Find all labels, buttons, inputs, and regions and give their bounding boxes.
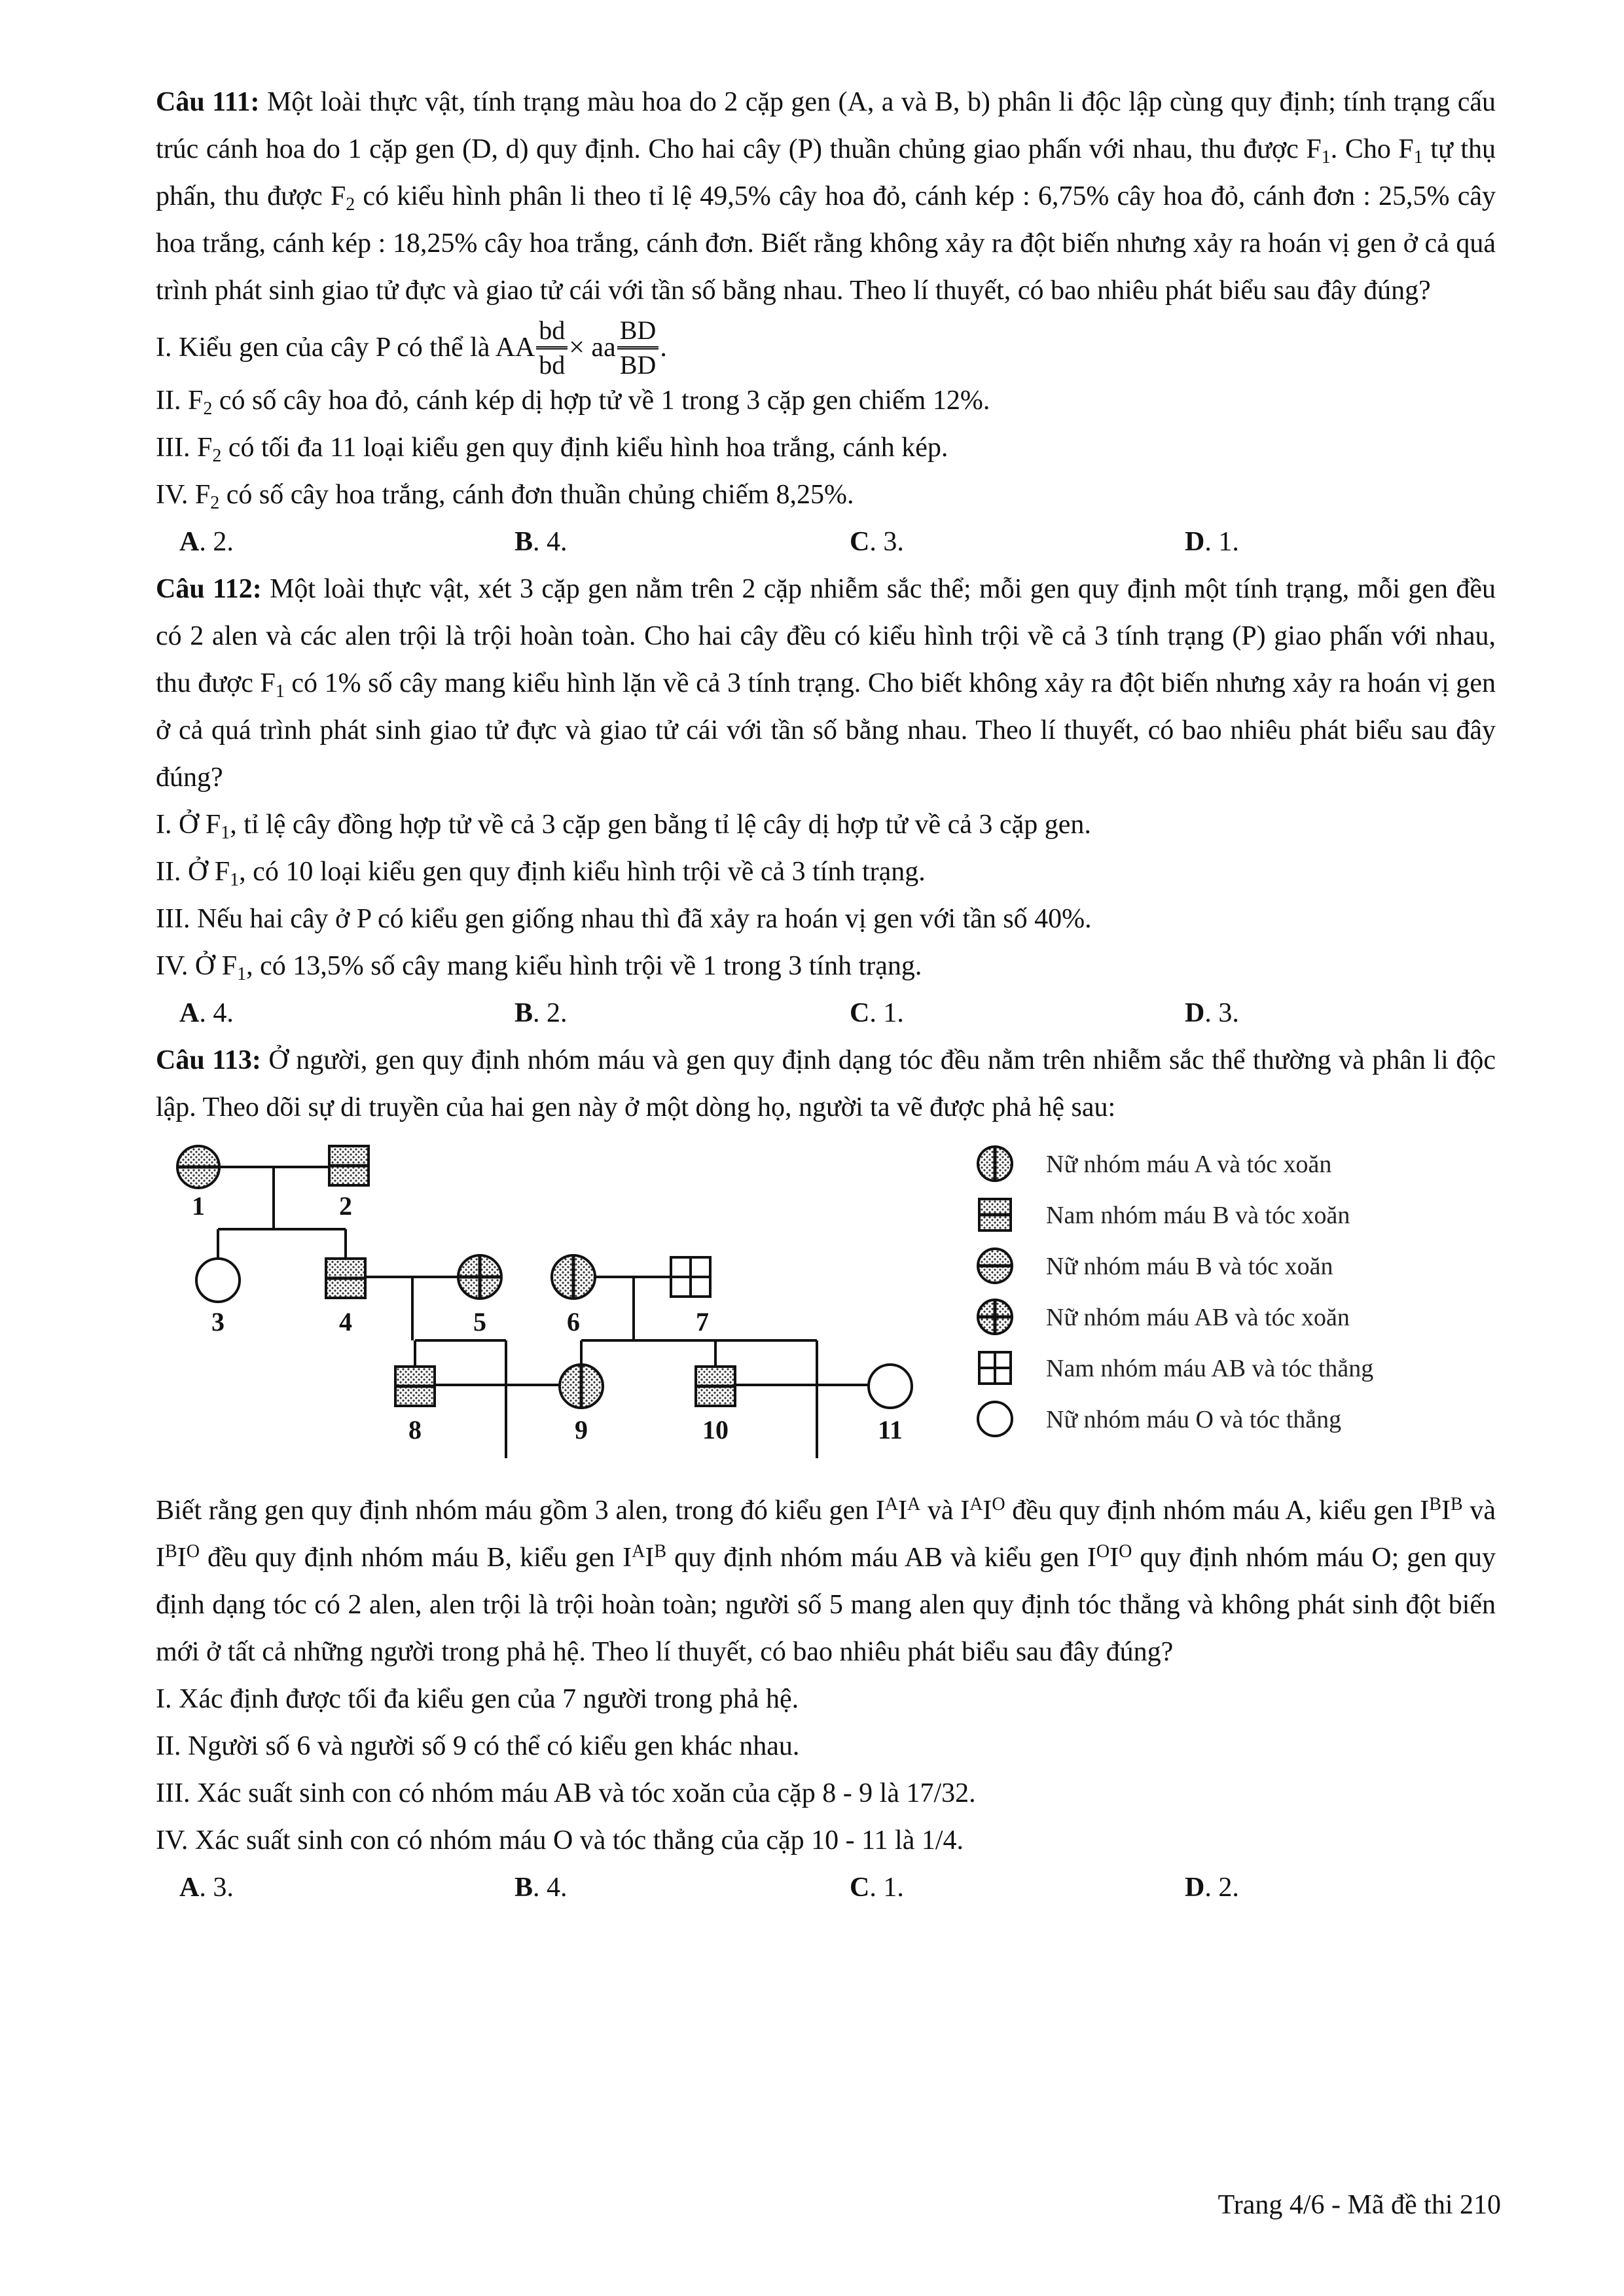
pedigree-id-label: 4: [339, 1307, 352, 1336]
pedigree-id-label: 8: [408, 1415, 422, 1444]
individual-1: [177, 1146, 219, 1188]
individual-5: [458, 1255, 501, 1299]
legend-label: Nữ nhóm máu O và tóc thẳng: [1046, 1406, 1342, 1433]
q113-statement-4: IV. Xác suất sinh con có nhóm máu O và tóc thẳng của cặp 10 - 11 là 1/4.: [156, 1825, 964, 1856]
exam-page: [156, 79, 1496, 1911]
q112-statement-3: III. Nếu hai cây ở P có kiểu gen giống nhau thì đã xảy ra hoán vị gen với tần số 40%.: [156, 904, 1092, 934]
q112-stem: Câu 112: Một loài thực vật, xét 3 cặp gen nằm trên 2 cặp nhiễm sắc thể; mỗi gen quy định một tính trạng, mỗi gen đều có 2 alen và các alen trội là trội hoàn toàn. Cho hai cây đều có kiểu hình trội về cả 3 tính trạng (P) giao phấn với nhau, thu được $F_1$ có 1% số cây mang kiểu hình lặn về cả 3 tính trạng. Cho biết không xảy ra đột biến nhưng xảy ra hoán vị gen ở cả quá trình phát sinh giao tử đực và giao tử cái với tần số bằng nhau. Theo lí thuyết, có bao nhiêu phát biểu sau đây đúng?: [156, 574, 1496, 793]
page-footer: Trang 4/6 - Mã đề thi 210: [1218, 2190, 1501, 2220]
q113-statement-3: III. Xác suất sinh con có nhóm máu AB và tóc xoăn của cặp 8 - 9 là 17/32.: [156, 1778, 976, 1808]
q113-option-d[interactable]: D. 2.: [1185, 1873, 1239, 1903]
legend-label: Nữ nhóm máu AB và tóc xoăn: [1046, 1304, 1350, 1331]
q111-statement-2: II. $F_2$ có số cây hoa đỏ, cánh kép dị hợp tử về 1 trong 3 cặp gen chiếm 12%.: [156, 386, 990, 419]
q113-statement-1: I. Xác định được tối đa kiểu gen của 7 người trong phả hệ.: [156, 1684, 799, 1714]
q111-statement-1: I. Kiểu gen của cây P có thể là AA $\frac{bd}{bd}$ × aa $\frac{BD}{BD}$ .: [156, 315, 667, 380]
q111-statement-3: III. $F_2$ có tối đa 11 loại kiểu gen quy định kiểu hình hoa trắng, cánh kép.: [156, 433, 948, 466]
pedigree-id-label: 1: [192, 1191, 205, 1221]
individual-10: [696, 1367, 735, 1406]
q111-stem: Câu 111: Một loài thực vật, tính trạng màu hoa do 2 cặp gen (A, a và B, b) phân li độc lập cùng quy định; tính trạng cấu trúc cánh hoa do 1 cặp gen (D, d) quy định. Cho hai cây (P) thuần chủng giao phấn với nhau, thu được $F_1$. Cho $F_1$ tự thụ phấn, thu được $F_2$ có kiểu hình phân li theo tỉ lệ 49,5% cây hoa đỏ, cánh kép : 6,75% cây hoa đỏ, cánh đơn : 25,5% cây hoa trắng, cánh kép : 18,25% cây hoa trắng, cánh đơn. Biết rằng không xảy ra đột biến nhưng xảy ra hoán vị gen ở cả quá trình phát sinh giao tử đực và giao tử cái với tần số bằng nhau. Theo lí thuyết, có bao nhiêu phát biểu sau đây đúng?: [156, 87, 1496, 306]
q112-label: Câu 112:: [156, 574, 262, 604]
individual-8: [395, 1367, 435, 1406]
pedigree-svg: [156, 1138, 1496, 1478]
q112-statement-2: II. Ở $F_1$, có 10 loại kiểu gen quy định kiểu hình trội về cả 3 tính trạng.: [156, 857, 926, 890]
genotype-fraction: $\frac{BD}{BD}$: [617, 315, 659, 381]
individual-4: [326, 1259, 365, 1298]
q112-option-a[interactable]: A. 4.: [179, 998, 234, 1028]
q112-option-b[interactable]: B. 2.: [514, 998, 568, 1028]
pedigree-id-label: 10: [702, 1415, 729, 1444]
q112-options: [156, 990, 1496, 1037]
q113-option-b[interactable]: B. 4.: [514, 1873, 568, 1903]
q111-options: [156, 518, 1496, 565]
q113-explanation: Biết rằng gen quy định nhóm máu gồm 3 alen, trong đó kiểu gen $I^AI^A$ và $I^AI^O$ đều quy định nhóm máu A, kiểu gen $I^BI^B$ và $I^BI^O$ đều quy định nhóm máu B, kiểu gen $I^AI^B$ quy định nhóm máu AB và kiểu gen $I^OI^O$ quy định nhóm máu O; gen quy định dạng tóc có 2 alen, alen trội là trội hoàn toàn; người số 5 mang alen quy định tóc thẳng và không phát sinh đột biến mới ở tất cả những người trong phả hệ. Theo lí thuyết, có bao nhiêu phát biểu sau đây đúng?: [156, 1494, 1496, 1667]
legend-label: Nữ nhóm máu B và tóc xoăn: [1046, 1253, 1333, 1280]
pedigree-id-label: 5: [473, 1307, 486, 1336]
q112-statement-1: I. Ở $F_1$, tỉ lệ cây đồng hợp tử về cả 3 cặp gen bằng tỉ lệ cây dị hợp tử về cả 3 cặp gen.: [156, 810, 1091, 843]
q111-option-d[interactable]: D. 1.: [1185, 527, 1239, 557]
q113-stem: Câu 113: Ở người, gen quy định nhóm máu và gen quy định dạng tóc đều nằm trên nhiễm sắc thể thường và phân li độc lập. Theo dõi sự di truyền của hai gen này ở một dòng họ, người ta vẽ được phả hệ sau:: [156, 1045, 1496, 1122]
q111-option-c[interactable]: C. 3.: [850, 527, 904, 557]
genotype-fraction: $\frac{bd}{bd}$: [536, 315, 568, 381]
pedigree-legend: [978, 1147, 1012, 1436]
q113-option-c[interactable]: C. 1.: [850, 1873, 904, 1903]
individual-7: [671, 1257, 710, 1297]
individual-2: [329, 1146, 369, 1185]
q112-statement-4: IV. Ở $F_1$, có 13,5% số cây mang kiểu hình trội về 1 trong 3 tính trạng.: [156, 951, 922, 984]
q113-option-a[interactable]: A. 3.: [179, 1873, 234, 1903]
q112-option-d[interactable]: D. 3.: [1185, 998, 1239, 1028]
pedigree-id-label: 2: [339, 1191, 352, 1221]
q113-label: Câu 113:: [156, 1045, 261, 1075]
individual-6: [552, 1255, 595, 1299]
individual-11: [869, 1365, 912, 1408]
q111-label: Câu 111:: [156, 87, 260, 117]
q111-statement-4: IV. $F_2$ có số cây hoa trắng, cánh đơn thuần chủng chiếm 8,25%.: [156, 480, 854, 513]
q113-statement-2: II. Người số 6 và người số 9 có thể có kiểu gen khác nhau.: [156, 1731, 800, 1761]
q111-option-b[interactable]: B. 4.: [514, 527, 568, 557]
pedigree-diagram: [156, 1138, 1496, 1478]
pedigree-id-label: 7: [696, 1307, 709, 1336]
pedigree-id-label: 11: [878, 1415, 903, 1444]
legend-label: Nữ nhóm máu A và tóc xoăn: [1046, 1151, 1332, 1178]
q111-option-a[interactable]: A. 2.: [179, 527, 234, 557]
q112-option-c[interactable]: C. 1.: [850, 998, 904, 1028]
pedigree-id-label: 9: [575, 1415, 588, 1444]
q113-options: [156, 1864, 1496, 1911]
pedigree-id-label: 3: [211, 1307, 225, 1336]
legend-label: Nam nhóm máu B và tóc xoăn: [1046, 1202, 1350, 1229]
individual-3: [196, 1259, 240, 1302]
pedigree-id-label: 6: [567, 1307, 580, 1336]
individual-9: [560, 1365, 603, 1408]
legend-label: Nam nhóm máu AB và tóc thẳng: [1046, 1355, 1374, 1382]
